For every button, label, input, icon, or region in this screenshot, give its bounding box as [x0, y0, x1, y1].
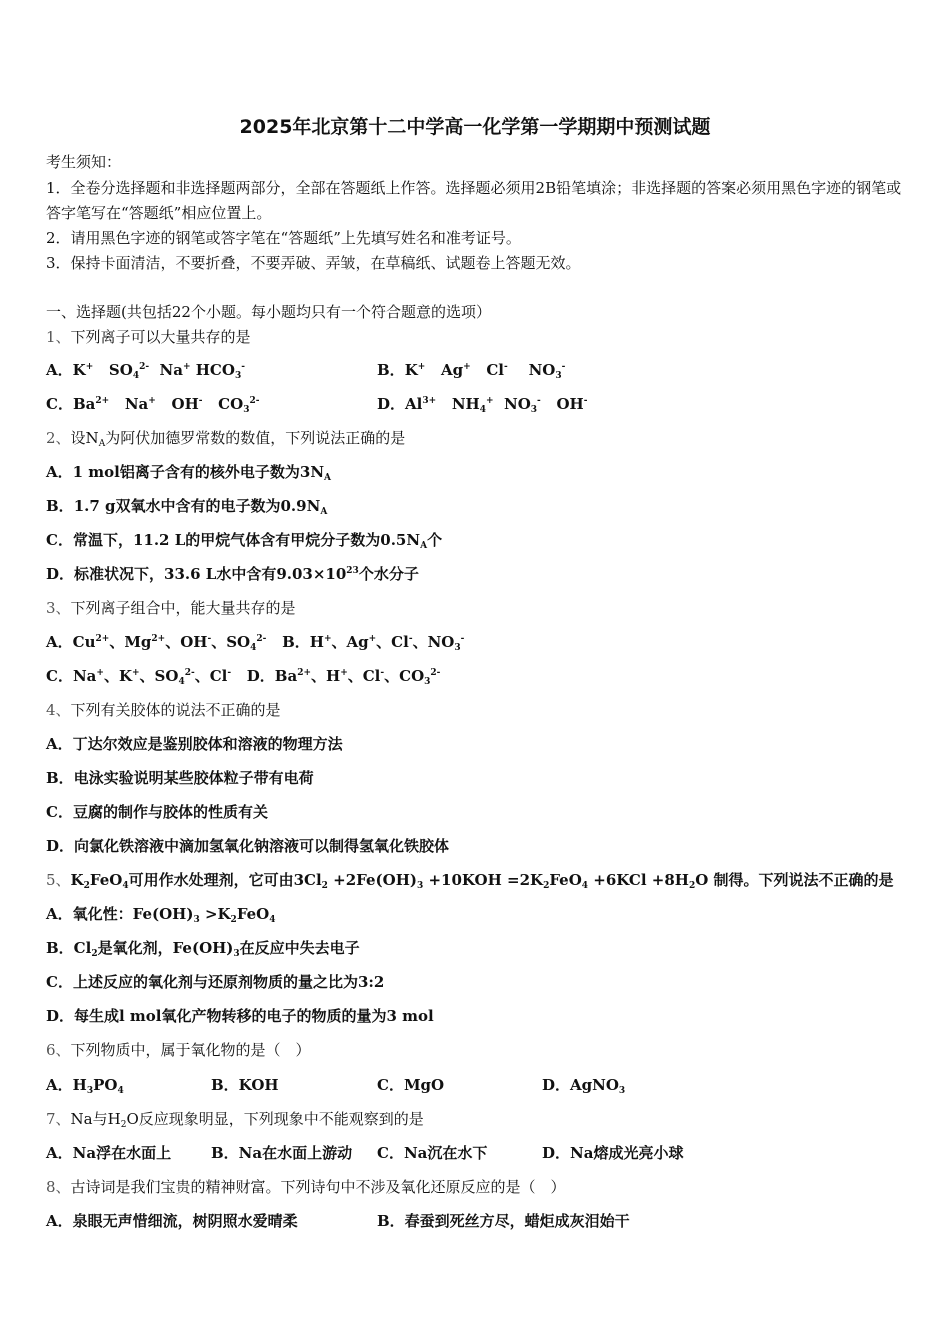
q4-option-a: A．丁达尔效应是鉴别胶体和溶液的物理方法 — [46, 735, 343, 753]
q2-option-b: B．1.7 g双氧水中含有的电子数为$0.9N_A$ — [46, 497, 328, 517]
question-7-stem: 7、Na与$H_2O$反应现象明显，下列现象中不能观察到的是 — [46, 1110, 424, 1130]
q1-option-a: A．K+ $SO_4^{2-}$ Na+ $HCO_3^-$ — [46, 361, 245, 381]
q3-options-cd: C．Na+、K+、$SO_4^{2-}$、Cl- D．$Ba^{2+}$、H+、Cl-、$CO_3^{2-}$ — [46, 667, 441, 687]
q5-option-a: A．氧化性：$Fe(OH)_3 >K_2FeO_4$ — [46, 905, 276, 925]
notice-item-3: 3．保持卡面清洁，不要折叠，不要弄破、弄皱，在草稿纸、试题卷上答题无效。 — [46, 254, 581, 272]
question-2-stem: 2、设$N_A$为阿伏加德罗常数的数值，下列说法正确的是 — [46, 429, 406, 449]
q7-option-b: B．Na在水面上游动 — [211, 1144, 353, 1162]
q5-option-c: C．上述反应的氧化剂与还原剂物质的量之比为3:2 — [46, 973, 385, 991]
notice-item-1: 1．全卷分选择题和非选择题两部分，全部在答题纸上作答。选择题必须用2B铅笔填涂；非选择题的答案必须用黑色字迹的钢笔或答字笔写在“答题纸”相应位置上。 — [46, 179, 902, 222]
q8-option-a: A．泉眼无声惜细流，树阴照水爱晴柔 — [46, 1212, 298, 1230]
question-number: 1、 — [46, 328, 71, 346]
q3-options-ab: A．$Cu^{2+}$、$Mg^{2+}$、OH-、$SO_4^{2-}$ B．H+、Ag+、Cl-、$NO_3^-$ — [46, 633, 465, 653]
q4-option-c: C．豆腐的制作与胶体的性质有关 — [46, 803, 268, 821]
question-6-stem: 6、下列物质中，属于氧化物的是（ ） — [46, 1041, 311, 1059]
q7-option-a: A．Na浮在水面上 — [46, 1144, 172, 1162]
question-5-stem: 5、$K_2FeO_4$可用作水处理剂，它可由$3Cl_2 +2Fe(OH)_3 +10KOH =2K_2FeO_4 +6KCl +8H_2O$ 制得。下列说法不正确的是 — [46, 871, 894, 891]
question-8-stem: 8、古诗词是我们宝贵的精神财富。下列诗句中不涉及氧化还原反应的是（ ） — [46, 1178, 566, 1196]
q5-option-d: D．每生成l mol氧化产物转移的电子的物质的量为3 mol — [46, 1007, 434, 1025]
q4-option-d: D．向氯化铁溶液中滴加氢氧化钠溶液可以制得氢氧化铁胶体 — [46, 837, 450, 855]
q6-option-a: A．$H_3PO_4$ — [46, 1076, 124, 1096]
notice-item-2: 2．请用黑色字迹的钢笔或答字笔在“答题纸”上先填写姓名和准考证号。 — [46, 229, 521, 247]
question-1-stem: 1、下列离子可以大量共存的是 — [46, 328, 251, 346]
q1-option-c: C．$Ba^{2+}$ Na+ OH- $CO_3^{2-}$ — [46, 395, 260, 415]
q1-option-d: D．$Al^{3+}$ $NH_4^+$ $NO_3^-$ OH- — [377, 395, 588, 415]
q2-option-a: A．1 mol铝离子含有的核外电子数为$3N_A$ — [46, 463, 332, 483]
q6-option-c: C．MgO — [377, 1076, 445, 1094]
q5-option-b: B．$Cl_2$是氧化剂，$Fe(OH)_3$在反应中失去电子 — [46, 939, 360, 959]
q1-option-b: B．K+ Ag+ Cl- $NO_3^-$ — [377, 361, 566, 381]
q4-option-b: B．电泳实验说明某些胶体粒子带有电荷 — [46, 769, 314, 787]
question-4-stem: 4、下列有关胶体的说法不正确的是 — [46, 701, 281, 719]
q7-option-c: C．Na沉在水下 — [377, 1144, 488, 1162]
q2-option-c: C．常温下，11.2 L的甲烷气体含有甲烷分子数为$0.5N_A$个 — [46, 531, 443, 551]
q8-option-b: B．春蚕到死丝方尽，蜡炬成灰泪始干 — [377, 1212, 630, 1230]
page-title: 2025年北京第十二中学高一化学第一学期期中预测试题 — [239, 116, 711, 138]
section-heading: 一、选择题(共包括22个小题。每小题均只有一个符合题意的选项） — [46, 303, 491, 321]
question-3-stem: 3、下列离子组合中，能大量共存的是 — [46, 599, 296, 617]
q2-option-d: D．标准状况下，33.6 L水中含有$9.03\times 10^{23}$个水分子 — [46, 565, 419, 583]
q6-option-b: B．KOH — [211, 1076, 279, 1094]
notice-heading: 考生须知： — [46, 153, 122, 171]
q6-option-d: D．AgNO$_3$ — [542, 1076, 626, 1096]
q7-option-d: D．Na熔成光亮小球 — [542, 1144, 684, 1162]
